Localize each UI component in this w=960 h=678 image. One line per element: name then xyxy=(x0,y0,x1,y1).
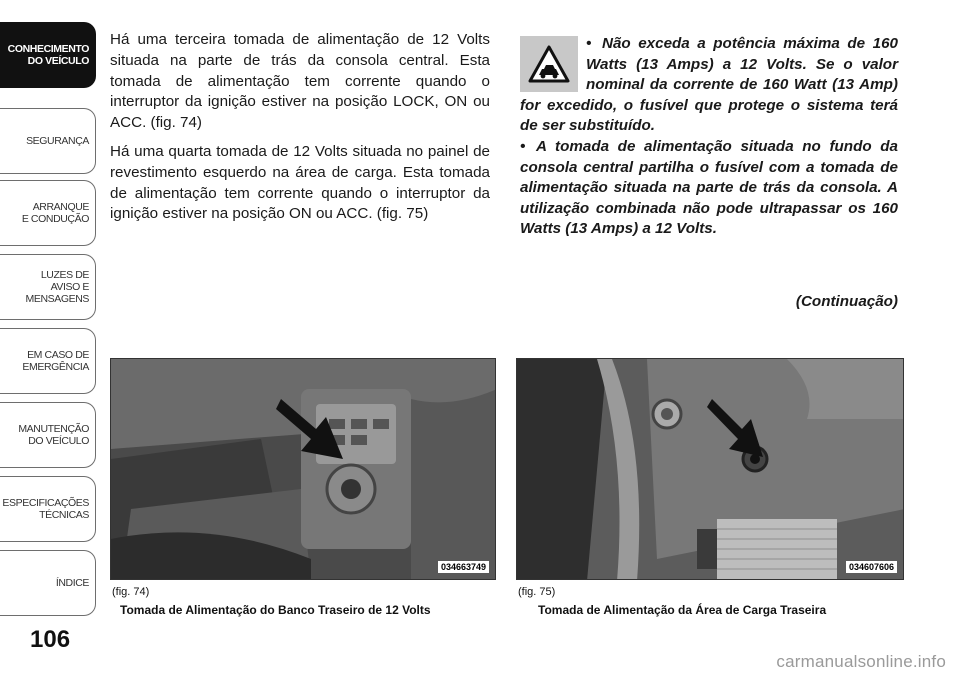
figure-74-caption: Tomada de Alimentação do Banco Traseiro de 12 Volts xyxy=(120,603,431,617)
tab-luzes-de-aviso[interactable]: LUZES DE AVISO E MENSAGENS xyxy=(0,254,96,320)
tab-manutencao-do-veiculo[interactable]: MANUTENÇÃO DO VEÍCULO xyxy=(0,402,96,468)
tab-indice[interactable]: ÍNDICE xyxy=(0,550,96,616)
figure-75-image xyxy=(516,358,904,580)
tab-em-caso-de-emergencia[interactable]: EM CASO DE EMERGÊNCIA xyxy=(0,328,96,394)
paragraph-fourth-outlet: Há uma quarta tomada de 12 Volts situada no painel de revestimento esquerdo na área de carga. Esta tomada de alimentação tem corrente quando o interruptor da ignição estiver na posição ON ou ACC. (fig. 75) xyxy=(110,142,490,223)
tab-arranque-e-conducao[interactable]: ARRANQUE E CONDUÇÃO xyxy=(0,180,96,246)
continuation-note: (Continuação) xyxy=(795,293,898,310)
figure-74-label: (fig. 74) xyxy=(112,586,150,598)
warning-triangle-icon xyxy=(520,36,578,92)
warning-box xyxy=(520,34,898,240)
paragraph-third-outlet: Há uma terceira tomada de alimentação de 12 Volts situada na parte de trás da consola central. Esta tomada de alimentação tem corrente quando o interruptor da ignição estiver na posição LOCK, ON ou ACC. (fig. 74) xyxy=(110,31,490,132)
warning-item-shared-fuse: • A tomada de alimentação situada no fundo da consola central partilha o fusível com a tomada de alimentação situada na parte de trás da consola. A utilização combinada não pode ultrapassar os 160 Watts (13 Amps) a 12 Volts. xyxy=(520,137,898,238)
tab-conhecimento-do-veiculo[interactable]: CONHECIMENTO DO VEÍCULO xyxy=(0,22,96,88)
figure-75-label: (fig. 75) xyxy=(518,586,556,598)
chapter-sidebar xyxy=(0,0,98,620)
figure-75-code: 034607606 xyxy=(846,561,897,573)
figure-74-code: 034663749 xyxy=(438,561,489,573)
body-text-left xyxy=(110,30,490,233)
tab-seguranca[interactable]: SEGURANÇA xyxy=(0,108,96,174)
figure-74-image xyxy=(110,358,496,580)
page-number: 106 xyxy=(30,626,71,653)
watermark-text: carmanualsonline.info xyxy=(776,652,946,671)
figure-75-caption: Tomada de Alimentação da Área de Carga Traseira xyxy=(538,603,827,617)
tab-especificacoes-tecnicas[interactable]: ESPECIFICAÇÕES TÉCNICAS xyxy=(0,476,96,542)
warning-item-power-limit: • Não exceda a potência máxima de 160 Watts (13 Amps) a 12 Volts. Se o valor nominal da corrente de 160 Watt (13 Amp) for excedido, o fusível que protege o sistema terá de ser substituído. xyxy=(520,35,898,135)
